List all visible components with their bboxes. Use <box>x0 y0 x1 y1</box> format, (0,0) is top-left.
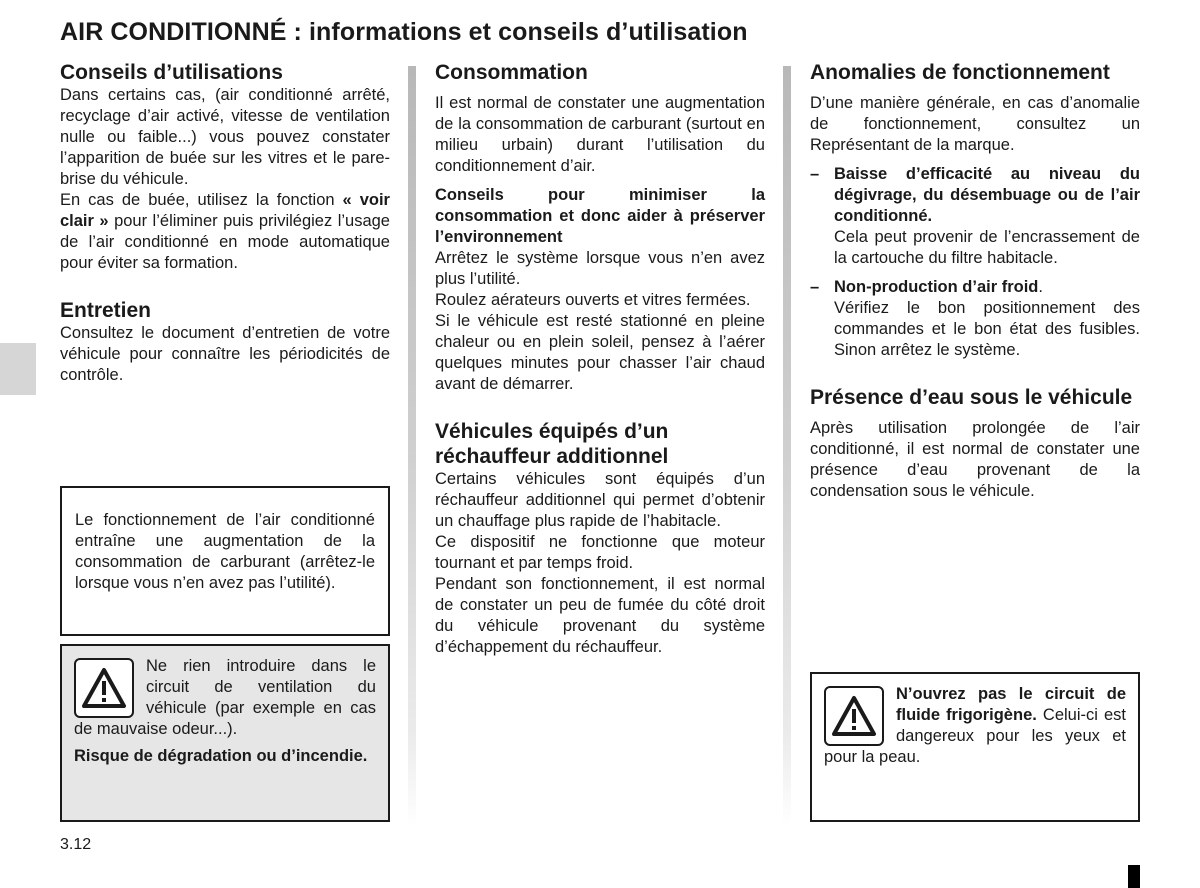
warning-text: Ne rien introduire dans le circuit de ventilation du véhicule (par exemple en cas de mauvaise odeur...). <box>74 657 376 738</box>
column-middle <box>435 60 765 658</box>
list-dash: – <box>810 278 820 296</box>
paragraph: Pendant son fonctionnement, il est normal de constater un peu de fumée du côté droit du véhicule provenant du système d’échappement du réchauffeur. <box>435 575 765 656</box>
warning-triangle-icon <box>74 658 134 718</box>
paragraph <box>60 190 390 274</box>
section-title-conseils: Conseils d’utilisations <box>60 61 283 84</box>
paragraph: Certains véhicules sont équipés d’un réchauffeur additionnel qui permet d’obtenir un chauffage plus rapide de l’habitacle. <box>435 470 765 530</box>
warning-box <box>60 644 390 822</box>
column-separator <box>783 66 791 826</box>
warning-bold-text: N’ouvrez pas le circuit de fluide frigorigène. <box>896 685 1126 724</box>
paragraph: Si le véhicule est resté stationné en pleine chaleur ou en plein soleil, pensez à l’aérer quelques minutes pour chasser l’air chaud avant de démarrer. <box>435 312 765 393</box>
text-run: En cas de buée, utilisez la fonction <box>60 191 343 209</box>
paragraph: Il est normal de constater une augmentation de la consommation de carburant (surtout en milieu urbain) durant l’utilisation du conditionnement d’air. <box>435 94 765 175</box>
paragraph: Roulez aérateurs ouverts et vitres fermées. <box>435 291 751 309</box>
warning-box <box>810 672 1140 822</box>
text-run: Celui-ci est dangereux pour les yeux et pour la peau. <box>824 706 1126 766</box>
list-dash: – <box>810 165 820 183</box>
section-title-entretien: Entretien <box>60 299 152 322</box>
paragraph: Après utilisation prolongée de l’air conditionné, il est normal de constater une présence d’eau provenant de la condensation sous le véhicule. <box>810 419 1140 500</box>
paragraph: Dans certains cas, (air conditionné arrêté, recyclage d’air activé, vitesse de ventilation nulle ou faible...) vous pouvez constater l’apparition de buée sur les vitres et le pare-brise du véhicule. <box>60 86 390 188</box>
info-box <box>60 486 390 636</box>
subheading-conseils: Conseils pour minimiser la consommation et donc aider à préserver l’environnement <box>435 186 765 246</box>
list-item-text: Cela peut provenir de l’encrassement de la cartouche du filtre habitacle. <box>834 228 1140 267</box>
text-run-bold: « voir clair » <box>60 191 390 230</box>
list-item <box>810 164 1140 269</box>
text-run: . <box>1038 278 1043 296</box>
paragraph: Arrêtez le système lorsque vous n’en avez plus l’utilité. <box>435 249 765 288</box>
section-title-consommation: Consommation <box>435 61 588 84</box>
warning-triangle-icon <box>824 686 884 746</box>
info-text: Le fonctionnement de l’air conditionné entraîne une augmentation de la consommation de carburant (arrêtez-le lorsque vous n’en avez pas l’utilité). <box>75 511 375 592</box>
list-item-text: Vérifiez le bon positionnement des commandes et le bon état des fusibles. Sinon arrêtez le système. <box>834 299 1140 359</box>
page-edge-mark <box>1128 865 1140 888</box>
section-title-anomalies: Anomalies de fonctionnement <box>810 61 1110 84</box>
page-number: 3.12 <box>60 836 92 853</box>
paragraph: Ce dispositif ne fonctionne que moteur tournant et par temps froid. <box>435 533 765 572</box>
section-title-rechauffeur: Véhicules équipés d’un réchauffeur additionnel <box>435 420 669 468</box>
chapter-tab <box>0 343 36 395</box>
list-item-bold: Non-production d’air froid <box>834 278 1039 296</box>
list-item <box>810 277 1140 361</box>
list-item-heading <box>834 277 1140 298</box>
paragraph: D’une manière générale, en cas d’anomalie de fonctionnement, consultez un Représentant de la marque. <box>810 94 1140 154</box>
column-left <box>60 60 390 386</box>
column-separator <box>408 66 416 826</box>
section-title-eau: Présence d’eau sous le véhicule <box>810 386 1133 409</box>
paragraph: Consultez le document d’entretien de votre véhicule pour connaître les périodicités de contrôle. <box>60 324 390 384</box>
column-right <box>810 60 1140 502</box>
list-item-bold: Baisse d’efficacité au niveau du dégivrage, du désembuage ou de l’air conditionné. <box>834 165 1140 225</box>
warning-bold-text: Risque de dégradation ou d’incendie. <box>74 747 368 765</box>
text-run: pour l’éliminer puis privilégiez l’usage de l’air conditionné en mode automatique pour éviter sa formation. <box>60 212 390 272</box>
page-title: AIR CONDITIONNÉ : informations et conseils d’utilisation <box>60 18 748 46</box>
